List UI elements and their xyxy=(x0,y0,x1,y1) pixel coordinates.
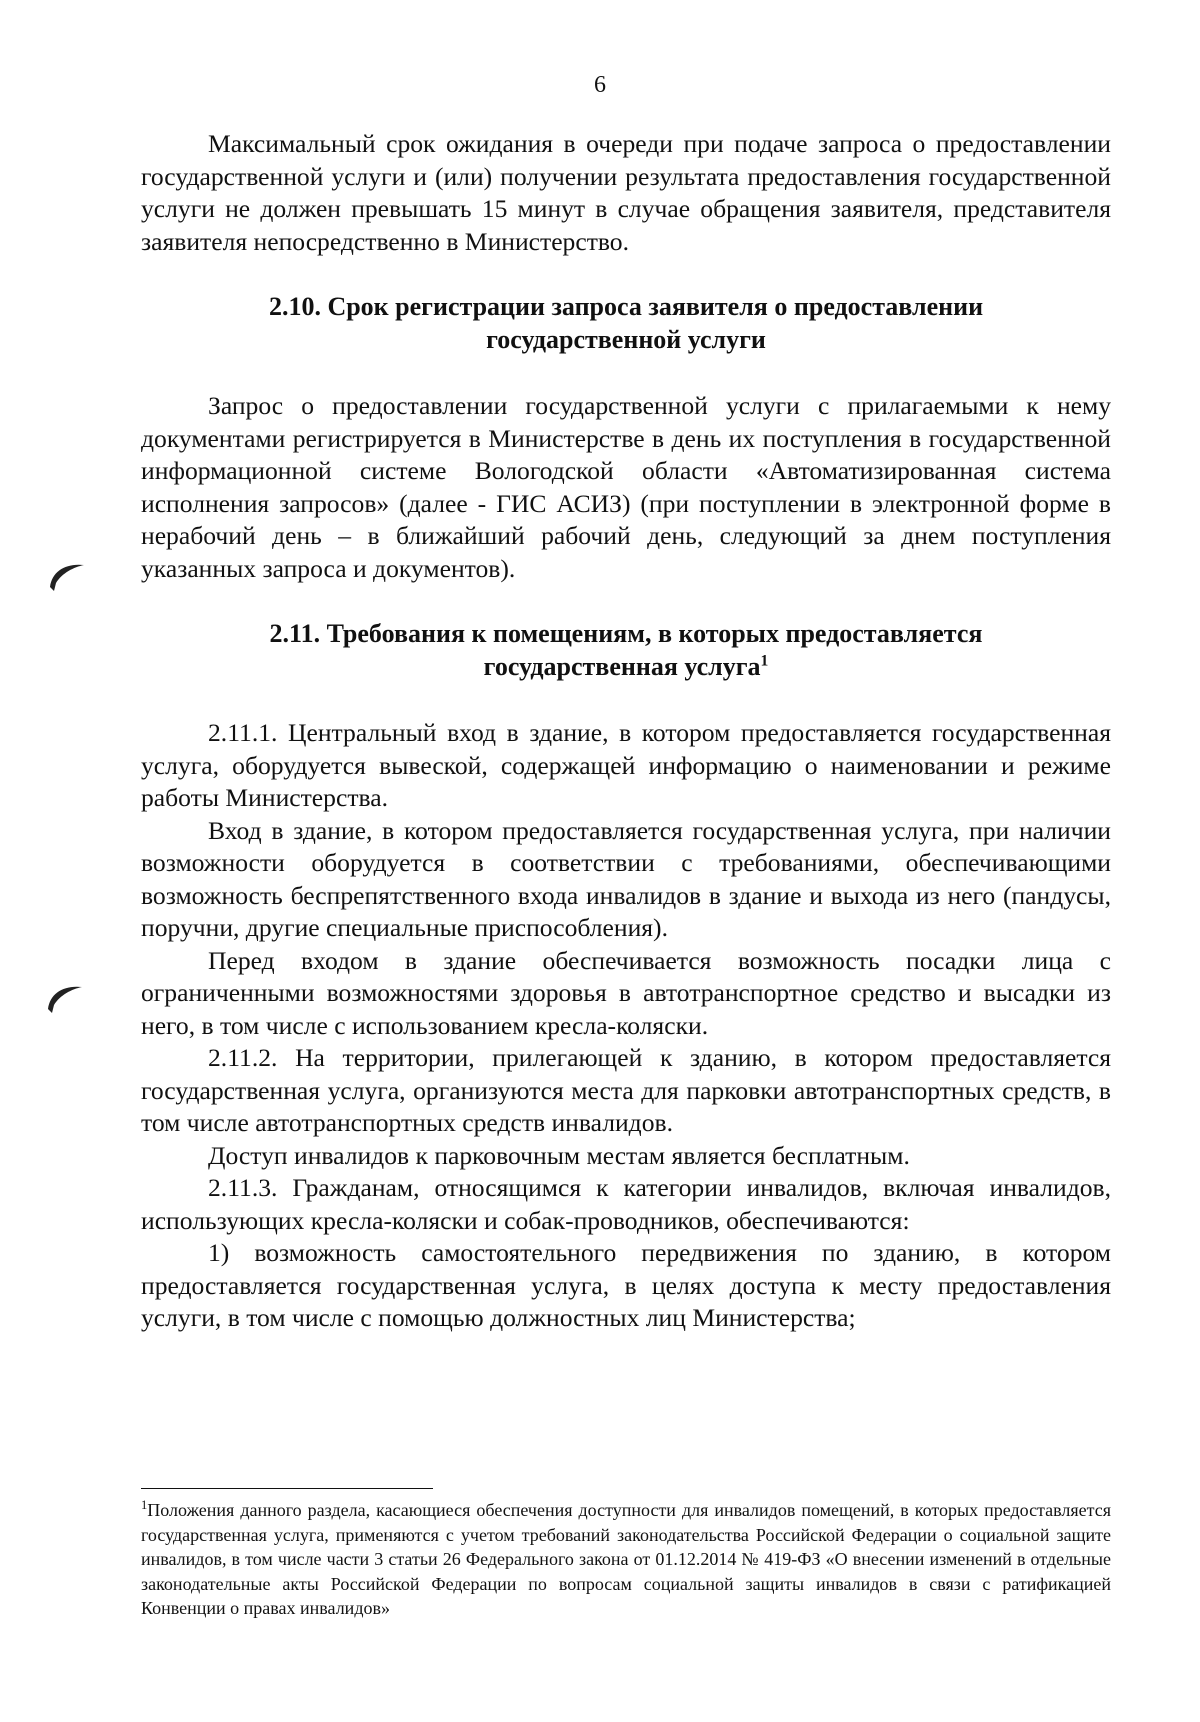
hole-punch-mark-icon xyxy=(44,557,104,597)
paragraph-vehicle-landing: Перед входом в здание обеспечивается возможность посадки лица с ограниченными возможностями здоровья в автотранспортное средство и высадки из него, в том числе с использованием кресла-коляски. xyxy=(141,945,1111,1040)
footnote-marker: 1 xyxy=(141,1498,148,1512)
list-item-1: 1) возможность самостоятельного передвижения по зданию, в котором предоставляется государственная услуга, в целях доступа к месту предоставления услуги, в том числе с помощью должностных лиц Министерства; xyxy=(141,1238,1111,1332)
page-number: 6 xyxy=(594,72,606,98)
main-text xyxy=(141,128,1111,1335)
footnote-separator xyxy=(141,1488,433,1489)
paragraph-entrance-accessibility: Вход в здание, в котором предоставляется государственная услуга, при наличии возможности оборудуется в соответствии с требованиями, обеспечивающими возможность беспрепятственного входа инвалидов в здание и выхода из него (пандусы, поручни, другие специальные приспособления). xyxy=(141,815,1111,942)
paragraph-parking-free: Доступ инвалидов к парковочным местам является бесплатным. xyxy=(208,1140,910,1170)
paragraph-request-registration: Запрос о предоставлении государственной услуги с прилагаемыми к нему документами регистрируется в Министерстве в день их поступления в государственной информационной системе Вологодской области «Автоматизированная система исполнения запросов» (далее - ГИС АСИЗ) (при поступлении в электронной форме в нерабочий день – в ближайший рабочий день, следующий за днем поступления указанных запроса и документов). xyxy=(141,391,1111,583)
footnote-text: Положения данного раздела, касающиеся обеспечения доступности для инвалидов помещений, в которых предоставляется государственная услуга, применяются с учетом требований законодательства Российской Федерации о социальной защите инвалидов, в том числе части 3 статьи 26 Федерального закона от 01.12.2014 № 419-ФЗ «О внесении изменений в отдельные законодательные акты Российской Федерации по вопросам социальной защиты инвалидов в связи с ратификацией Конвенции о правах инвалидов» xyxy=(141,1500,1111,1618)
section-heading-2-11-text: 2.11. Требования к помещениям, в которых предоставляется государственная услуга xyxy=(269,619,983,681)
footnote-reference: 1 xyxy=(760,652,769,670)
section-heading-2-10: 2.10. Срок регистрации запроса заявителя о предоставлении государственной услуги xyxy=(268,292,984,354)
paragraph-2-11-1: 2.11.1. Центральный вход в здание, в котором предоставляется государственная услуга, оборудуется вывеской, содержащей информацию о наименовании и режиме работы Министерства. xyxy=(141,718,1111,812)
footnote xyxy=(141,1498,1111,1621)
paragraph-2-11-2: 2.11.2. На территории, прилегающей к зданию, в котором предоставляется государственная услуга, организуются места для парковки автотранспортных средств, в том числе автотранспортных средств инвалидов. xyxy=(141,1043,1111,1137)
hole-punch-mark-icon xyxy=(42,979,102,1019)
paragraph-2-11-3: 2.11.3. Гражданам, относящимся к категории инвалидов, включая инвалидов, использующих кресла-коляски и собак-проводников, обеспечиваются: xyxy=(141,1173,1111,1235)
section-heading-2-11 xyxy=(141,617,1111,683)
paragraph-max-wait-time: Максимальный срок ожидания в очереди при подаче запроса о предоставлении государственной услуги и (или) получении результата предоставления государственной услуги не должен превышать 15 минут в случае обращения заявителя, представителя заявителя непосредственно в Министерство. xyxy=(141,129,1111,256)
